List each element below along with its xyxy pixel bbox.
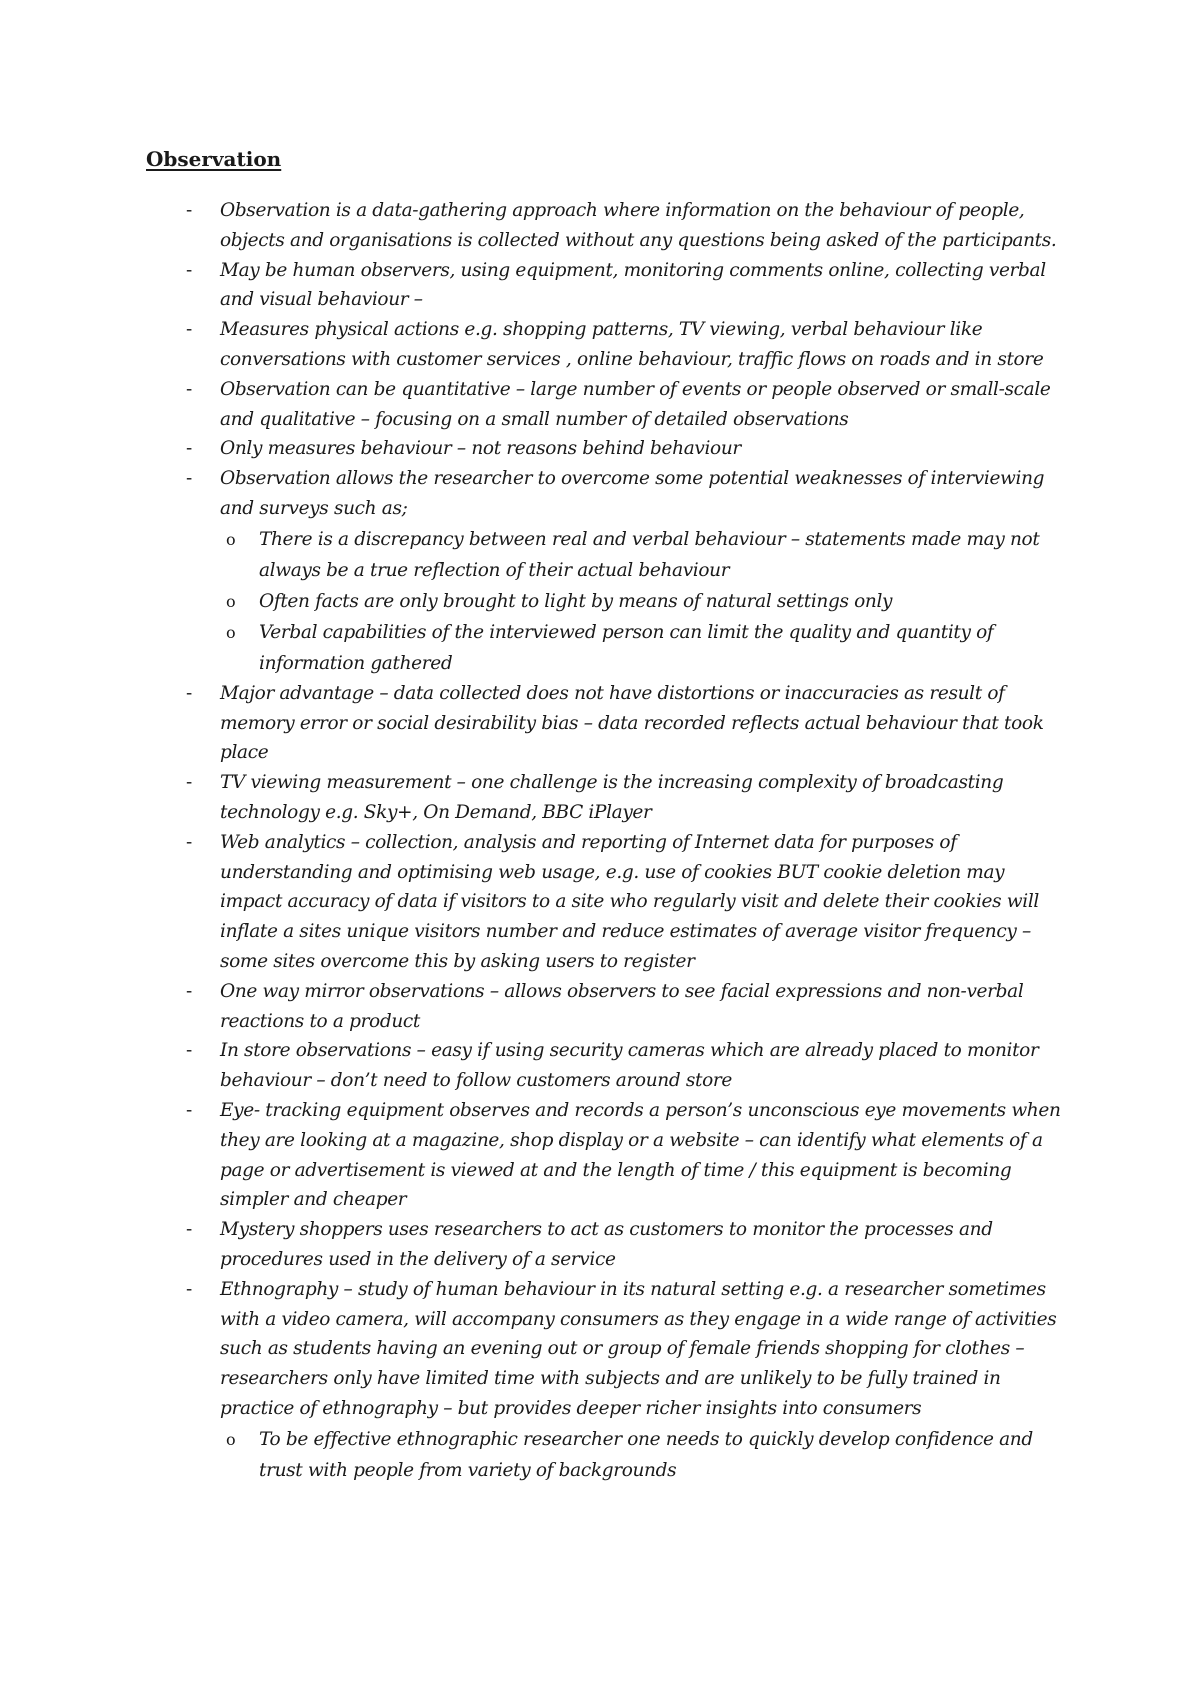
list-item (186, 375, 1066, 435)
sub-bullet-list (220, 524, 1066, 679)
sub-bullet-marker: o (226, 529, 236, 549)
list-item (186, 464, 1066, 679)
sub-list-item-text: Often facts are only brought to light by means of natural settings only (259, 590, 893, 612)
list-item (186, 1096, 1066, 1215)
list-item (186, 1215, 1066, 1275)
list-item-text: Only measures behaviour – not reasons behind behaviour (220, 438, 741, 460)
list-item-text: Observation can be quantitative – large number of events or people observed or small-scale and qualitative – focusing on a small number of detailed observations (220, 378, 1051, 430)
list-item-text: Observation is a data-gathering approach where information on the behaviour of people, objects and organisations is collected without any questions being asked of the participants. (220, 200, 1057, 251)
list-item-text: TV viewing measurement – one challenge is the increasing complexity of broadcasting technology e.g. Sky+, On Demand, BBC iPlayer (220, 772, 1004, 823)
list-item-text: In store observations – easy if using security cameras which are already placed to monitor behaviour – don’t need to follow customers around store (220, 1040, 1039, 1092)
list-item-text: Mystery shoppers uses researchers to act as customers to monitor the processes and procedures used in the delivery of a service (220, 1219, 993, 1270)
bullet-marker: - (186, 682, 192, 704)
list-item (186, 196, 1066, 256)
list-item (186, 679, 1066, 768)
page-heading: Observation (146, 147, 282, 171)
list-item (186, 1036, 1066, 1096)
sub-list-item-text: There is a discrepancy between real and verbal behaviour – statements made may not always be a true reflection of their actual behaviour (259, 528, 1040, 581)
bullet-list (186, 196, 1066, 1486)
bullet-marker: - (186, 1278, 192, 1300)
bullet-marker: - (186, 438, 192, 460)
list-item (186, 434, 1066, 464)
bullet-marker: - (186, 378, 192, 400)
list-item-text: Eye- tracking equipment observes and records a person’s unconscious eye movements when they are looking at a magazine, shop display or a website – can identify what elements of a page or advertisement is viewed at and the length of time / this equipment is becoming simpler and cheaper (220, 1099, 1061, 1211)
sub-bullet-marker: o (226, 622, 236, 642)
list-item-text: One way mirror observations – allows observers to see facial expressions and non-verbal reactions to a product (220, 980, 1024, 1032)
bullet-marker: - (186, 831, 192, 853)
bullet-marker: - (186, 1040, 192, 1062)
bullet-marker: - (186, 259, 192, 281)
list-item (186, 977, 1066, 1037)
bullet-marker: - (186, 1099, 192, 1121)
list-item (186, 256, 1066, 316)
bullet-marker: - (186, 1219, 192, 1241)
sub-bullet-marker: o (226, 1429, 236, 1449)
sub-list-item (186, 1424, 1066, 1486)
bullet-marker: - (186, 772, 192, 794)
list-item (186, 315, 1066, 375)
list-item (186, 828, 1066, 977)
sub-bullet-marker: o (226, 591, 236, 611)
list-item-text: Observation allows the researcher to overcome some potential weaknesses of interviewing and surveys such as; (220, 468, 1045, 519)
sub-list-item (186, 524, 1066, 586)
list-item-text: Measures physical actions e.g. shopping patterns, TV viewing, verbal behaviour like conversations with customer services , online behaviour, traffic flows on roads and in store (220, 319, 1044, 370)
sub-list-item-text: Verbal capabilities of the interviewed person can limit the quality and quantity of information gathered (259, 621, 994, 674)
sub-list-item (186, 586, 1066, 617)
sub-list-item (186, 617, 1066, 679)
bullet-marker: - (186, 200, 192, 221)
bullet-marker: - (186, 980, 192, 1002)
list-item (186, 1275, 1066, 1486)
list-item-text: May be human observers, using equipment, monitoring comments online, collecting verbal and visual behaviour – (220, 259, 1046, 311)
bullet-marker: - (186, 468, 192, 490)
list-item-text: Ethnography – study of human behaviour in its natural setting e.g. a researcher sometimes with a video camera, will accompany consumers as they engage in a wide range of activities such as students having an evening out or group of female friends shopping for clothes – researchers only have limited time with subjects and are unlikely to be fully trained in practice of ethnography – but provides deeper richer insights into consumers (220, 1278, 1057, 1419)
list-item-text: Web analytics – collection, analysis and reporting of Internet data for purposes of understanding and optimising web usage, e.g. use of cookies BUT cookie deletion may impact accuracy of data if visitors to a site who regularly visit and delete their cookies will inflate a sites unique visitors number and reduce estimates of average visitor frequency – some sites overcome this by asking users to register (220, 831, 1039, 972)
list-item-text: Major advantage – data collected does not have distortions or inaccuracies as result of memory error or social desirability bias – data recorded reflects actual behaviour that took place (220, 682, 1044, 764)
sub-list-item-text: To be effective ethnographic researcher one needs to quickly develop confidence and trust with people from variety of backgrounds (259, 1428, 1033, 1481)
sub-bullet-list (220, 1424, 1066, 1486)
list-item (186, 768, 1066, 828)
bullet-marker: - (186, 319, 192, 341)
